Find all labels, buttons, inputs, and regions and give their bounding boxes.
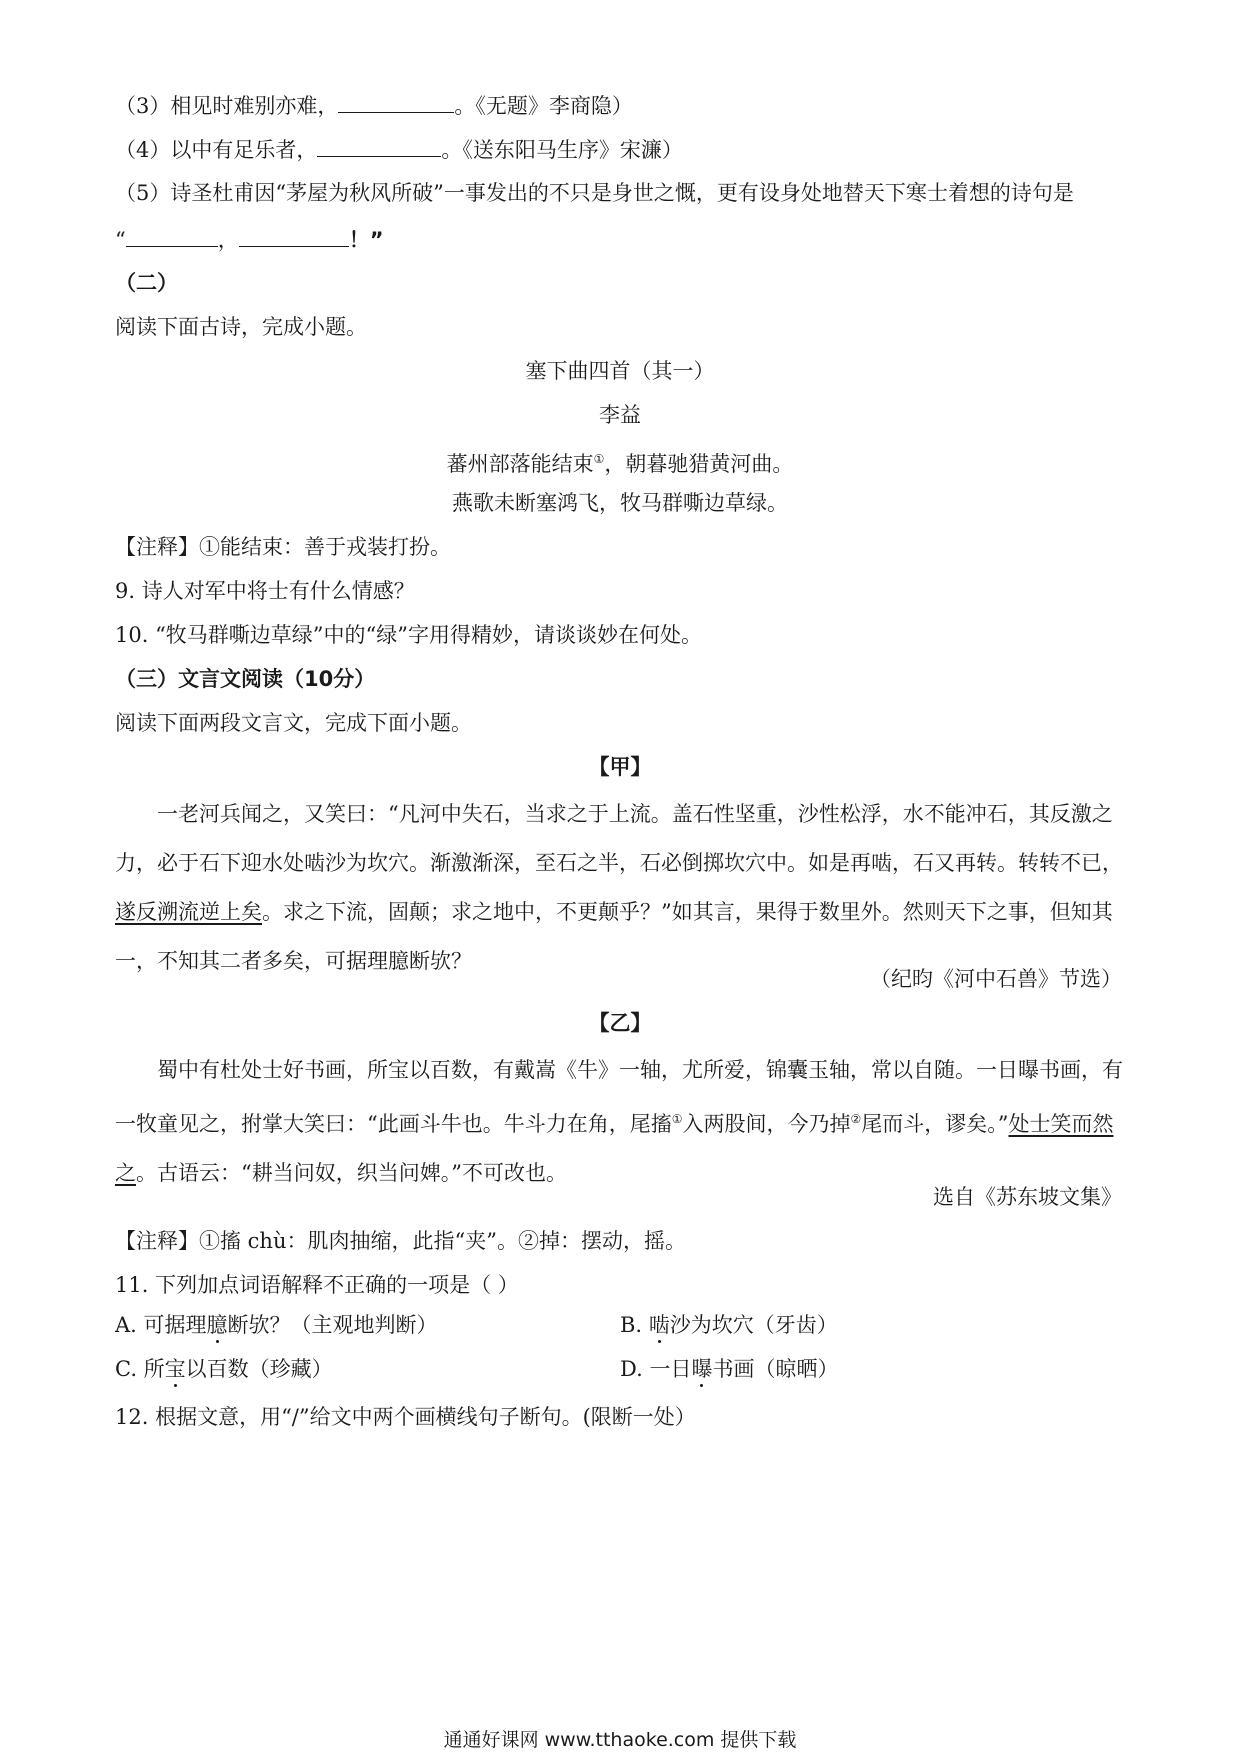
underlined-sentence: 遂反溯流逆上矣 (115, 900, 262, 924)
poem-title: 塞下曲四首（其一） (525, 359, 715, 383)
instruction: 阅读下面两段文言文，完成下面小题。 (115, 711, 472, 735)
underlined-sentence: 处士笑而然之 (115, 1112, 1114, 1185)
section-heading: （三）文言文阅读（10分） (115, 667, 376, 691)
answer-blank[interactable] (338, 90, 454, 113)
poem-line: 燕歌未断塞鸿飞，牧马群嘶边草绿。 (452, 491, 788, 515)
question-10: 10. “牧马群嘶边草绿”中的“绿”字用得精妙，请谈谈妙在何处。 (115, 623, 703, 647)
question-12: 12. 根据文意，用“/”给文中两个画横线句子断句。(限断一处） (115, 1405, 696, 1429)
question-3: （3）相见时难别亦难， 。《无题》李商隐） (115, 90, 633, 121)
poem-author: 李益 (599, 403, 641, 427)
passage-title-yi: 【乙】 (588, 1011, 652, 1035)
answer-blank[interactable] (317, 134, 441, 157)
footer-watermark: 通通好课网 www.tthaoke.com 提供下载 (443, 1729, 797, 1751)
instruction: 阅读下面古诗，完成小题。 (115, 315, 367, 339)
passage-title-jia: 【甲】 (588, 755, 652, 779)
answer-blank[interactable] (239, 224, 349, 247)
option-a[interactable]: A. 可据理臆断欤？（主观地判断） (115, 1313, 438, 1337)
question-5: （5）诗圣杜甫因“茅屋为秋风所破”一事发出的不只是身世之慨，更有设身处地替天下寒士着想的诗句是 (115, 181, 1074, 205)
poem-line: 蕃州部落能结束①，朝暮驰猎黄河曲。 (446, 452, 794, 476)
question-9: 9. 诗人对军中将士有什么情感？ (115, 579, 415, 603)
passage-jia: 一老河兵闻之，又笑曰：“凡河中失石，当求之于上流。盖石性坚重，沙性松浮，水不能冲石，其反激之力，必于石下迎水处啮沙为坎穴。渐激渐深，至石之半，石必倒掷坎穴中。如是再啮，石又再转。转转不已，遂反溯流逆上矣。求之下流，固颠；求之地中，不更颠乎？”如其言，果得于数里外。然则天下之事，但知其一，不知其二者多矣，可据理臆断欤？ (115, 802, 1123, 973)
question-11: 11. 下列加点词语解释不正确的一项是（ ） (115, 1273, 519, 1297)
section-heading: （二） (115, 271, 178, 295)
note: 【注释】①搐 chù：肌肉抽缩，此指“夹”。②掉：摆动，摇。 (115, 1229, 686, 1253)
passage-yi: 蜀中有杜处士好书画，所宝以百数，有戴嵩《牛》一轴，尤所爱，锦囊玉轴，常以自随。一日曝书画，有一牧童见之，拊掌大笑曰：“此画斗牛也。牛斗力在角，尾搐①入两股间，今乃掉②尾而斗，谬矣。”处士笑而然之。古语云：“耕当问奴，织当问婢。”不可改也。 (115, 1058, 1123, 1185)
option-d[interactable]: D. 一日曝书画（晾晒） (620, 1357, 839, 1381)
option-b[interactable]: B. 啮沙为坎穴（牙齿） (620, 1313, 838, 1337)
question-5-blanks: “ ， ！” (115, 224, 384, 255)
option-c[interactable]: C. 所宝以百数（珍藏） (115, 1357, 333, 1381)
note: 【注释】①能结束：善于戎装打扮。 (115, 535, 451, 559)
passage-source: 选自《苏东坡文集》 (933, 1185, 1122, 1209)
passage-source: （纪昀《河中石兽》节选） (870, 967, 1122, 991)
question-4: （4）以中有足乐者， 。《送东阳马生序》宋濂） (115, 134, 683, 165)
answer-blank[interactable] (126, 224, 218, 247)
